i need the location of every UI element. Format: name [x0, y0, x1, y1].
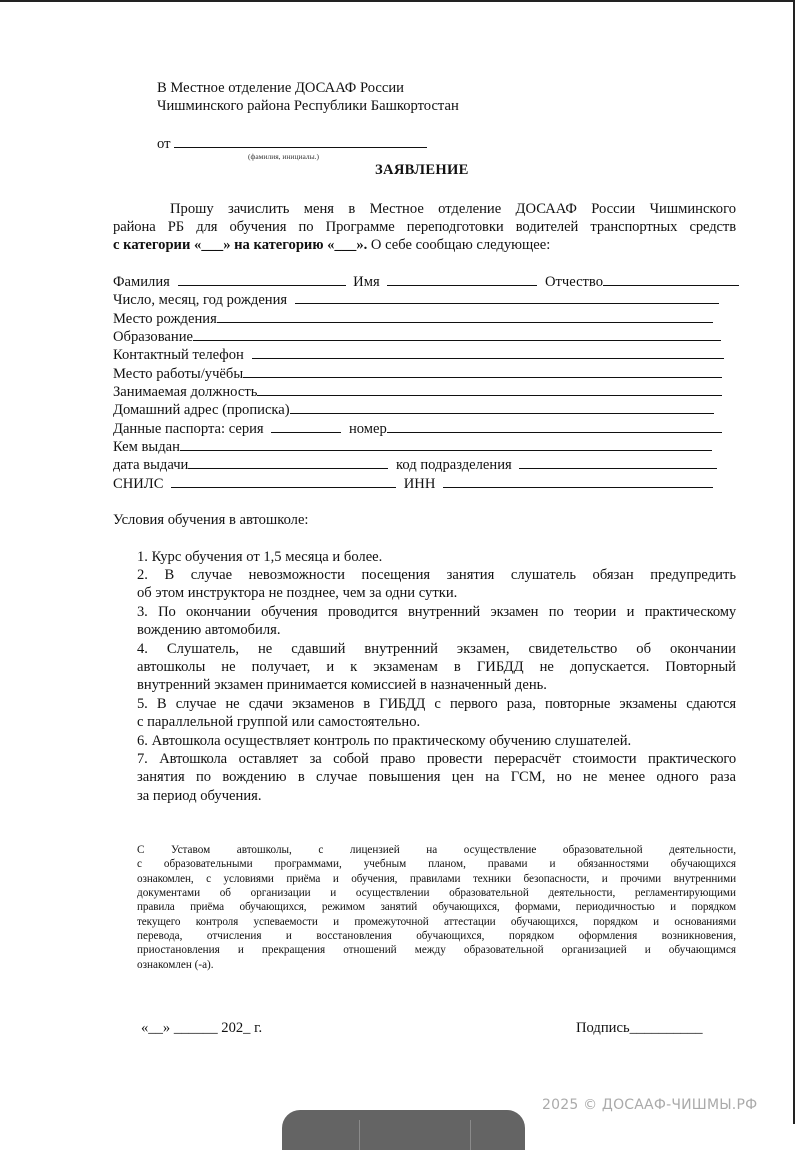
ack-line-6: текущего контроля успеваемости и промежуточной аттестации обучающихся, порядком и основаниями [137, 916, 736, 928]
row-birth-date [113, 290, 719, 309]
row-snils-inn [113, 474, 713, 493]
ack-line-4: документами об организации и осуществлении образовательной деятельности, регламентирующими [137, 887, 736, 899]
issued-by-label: Кем выдан [113, 439, 180, 455]
row-education [113, 327, 721, 346]
position-label: Занимаемая должность [113, 384, 258, 400]
inn-label: ИНН [403, 476, 436, 492]
surname-label: Фамилия [113, 274, 170, 290]
passport-number-field[interactable] [387, 419, 722, 433]
ack-line-7: перевода, отчисления и восстановления обучающихся, порядком оформления возникновения, [137, 930, 736, 942]
condition-item-4-line-1: 4. Слушатель, не сдавший внутренний экзамен, свидетельство об окончании [137, 641, 736, 657]
patronymic-field[interactable] [603, 272, 739, 286]
condition-item-3-line-1: 3. По окончании обучения проводится внутренний экзамен по теории и практическому [137, 604, 736, 620]
issue-date-label: дата выдачи [113, 457, 189, 473]
recipient-line-2: Чишминского района Республики Башкортостан [157, 98, 459, 114]
ack-line-2: с образовательными программами, учебным планом, правами и обязанностями обучающихся [137, 858, 736, 870]
education-field[interactable] [193, 327, 721, 341]
position-field[interactable] [257, 382, 722, 396]
patronymic-label: Отчество [544, 274, 604, 290]
from-hint: (фамилия, инициалы.) [248, 152, 320, 161]
row-fio [113, 272, 739, 291]
signature-date: «__» ______ 202_ г. [141, 1020, 263, 1036]
toolbar-button-middle[interactable] [360, 1110, 470, 1150]
condition-item-2-line-2: об этом инструктора не позднее, чем за одни сутки. [137, 585, 458, 601]
condition-item-5-line-2: с параллельной группой или самостоятельно. [137, 714, 421, 730]
conditions-heading: Условия обучения в автошколе: [113, 512, 309, 528]
division-code-label: код подразделения [396, 457, 512, 473]
phone-label: Контактный телефон [113, 347, 244, 363]
condition-item-5-line-1: 5. В случае не сдачи экзаменов в ГИБДД с первого раза, повторные экзамены сдаются [137, 696, 736, 712]
name-label: Имя [353, 274, 380, 290]
intro-line-2: района РБ для обучения по Программе переподготовки водителей транспортных средств [113, 219, 736, 235]
ack-line-3: ознакомлен, с условиями приёма и обучения, правилами техники безопасности, и прочими внутренними [137, 873, 736, 885]
toolbar-button-right[interactable] [471, 1110, 525, 1150]
condition-item-4-line-2: автошколы не получает, и к экзаменам в ГИБДД не допускается. Повторный [137, 659, 736, 675]
row-passport [113, 419, 722, 438]
address-field[interactable] [290, 400, 714, 414]
row-birth-place [113, 309, 713, 328]
ack-line-9: ознакомлен (-а). [137, 959, 214, 971]
name-field[interactable] [387, 272, 537, 286]
viewer-top-border [0, 0, 795, 2]
division-code-field[interactable] [519, 455, 717, 469]
row-workplace [113, 364, 722, 383]
row-position [113, 382, 722, 401]
intro-line-3 [113, 236, 550, 254]
address-label: Домашний адрес (прописка) [113, 402, 290, 418]
inn-field[interactable] [443, 474, 713, 488]
birth-date-field[interactable] [295, 290, 719, 304]
issued-by-field[interactable] [180, 437, 712, 451]
ack-line-8: приостановления и прекращения отношений между образовательной организацией и обучающимся [137, 944, 736, 956]
phone-field[interactable] [252, 345, 724, 359]
from-label: от [157, 136, 171, 152]
condition-item-7-line-1: 7. Автошкола оставляет за собой право провести перерасчёт стоимости практического [137, 751, 736, 767]
condition-item-2-line-1: 2. В случае невозможности посещения занятия слушатель обязан предупредить [137, 567, 736, 583]
workplace-label: Место работы/учёбы [113, 366, 244, 382]
workplace-field[interactable] [243, 364, 722, 378]
row-address [113, 400, 714, 419]
signature-field: Подпись__________ [576, 1020, 703, 1036]
category-change: с категории «___» на категорию «___». [113, 237, 368, 253]
birth-place-label: Место рождения [113, 311, 217, 327]
passport-series-field[interactable] [271, 419, 341, 433]
snils-field[interactable] [171, 474, 396, 488]
from-row [157, 134, 427, 153]
row-issued-by [113, 437, 712, 456]
condition-item-7-line-2: занятия по вождению в случае повышения цен на ГСМ, но не менее одного раза [137, 769, 736, 785]
ack-line-5: правила приёма обучающихся, режимом занятий обучающихся, формами, периодичностью и порядком [137, 901, 736, 913]
intro-line-1: Прошу зачислить меня в Местное отделение ДОСААФ России Чишминского [170, 201, 736, 217]
from-name-field[interactable] [174, 134, 427, 148]
condition-item-1: 1. Курс обучения от 1,5 месяца и более. [137, 549, 383, 565]
passport-number-label: номер [348, 421, 387, 437]
surname-field[interactable] [178, 272, 346, 286]
condition-item-4-line-3: внутренний экзамен принимается комиссией в назначенный день. [137, 677, 547, 693]
birth-date-label: Число, месяц, год рождения [113, 292, 288, 308]
row-issue-date [113, 455, 717, 474]
birth-place-field[interactable] [217, 309, 713, 323]
intro-line-3-rest: О себе сообщаю следующее: [367, 237, 551, 253]
row-phone [113, 345, 724, 364]
recipient-line-1: В Местное отделение ДОСААФ России [157, 80, 404, 96]
passport-series-label: Данные паспорта: серия [113, 421, 264, 437]
toolbar-button-left[interactable] [282, 1110, 359, 1150]
snils-label: СНИЛС [113, 476, 164, 492]
footer-copyright: 2025 © ДОСААФ-ЧИШМЫ.РФ [542, 1097, 758, 1113]
condition-item-6: 6. Автошкола осуществляет контроль по практическому обучению слушателей. [137, 733, 632, 749]
ack-line-1: С Уставом автошколы, с лицензией на осуществление образовательной деятельности, [137, 844, 736, 856]
issue-date-field[interactable] [188, 455, 388, 469]
condition-item-3-line-2: вождению автомобиля. [137, 622, 281, 638]
document-title: ЗАЯВЛЕНИЕ [375, 162, 469, 178]
pdf-viewer-toolbar [282, 1110, 525, 1150]
education-label: Образование [113, 329, 193, 345]
condition-item-7-line-3: за период обучения. [137, 788, 262, 804]
